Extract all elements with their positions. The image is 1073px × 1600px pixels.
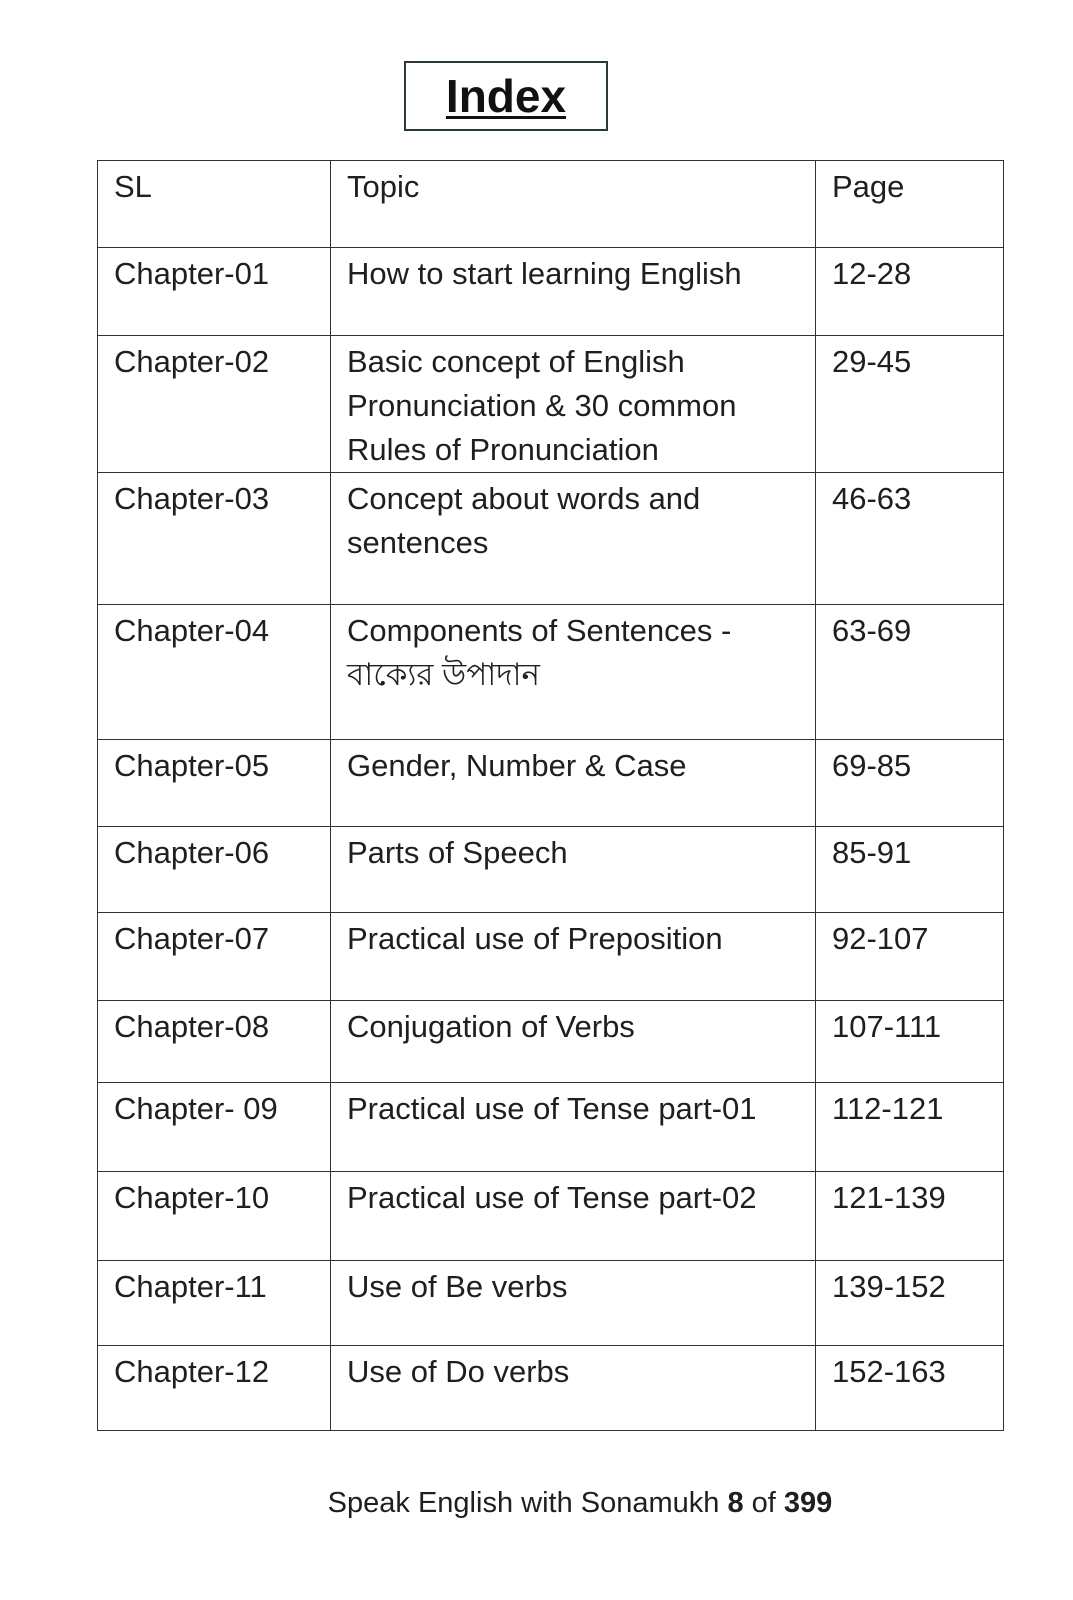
index-title: Index	[445, 70, 567, 122]
row-topic: Practical use of Tense part-02	[331, 1172, 816, 1261]
table-row	[98, 913, 1004, 1001]
row-page: 139-152	[816, 1261, 1004, 1346]
page-footer	[0, 1487, 1073, 1520]
row-page: 121-139	[816, 1172, 1004, 1261]
row-sl: Chapter-04	[98, 605, 331, 740]
row-sl: Chapter- 09	[98, 1083, 331, 1172]
row-sl: Chapter-10	[98, 1172, 331, 1261]
row-page: 12-28	[816, 248, 1004, 336]
row-sl: Chapter-05	[98, 740, 331, 827]
footer-of: of	[751, 1487, 776, 1519]
footer-book-title: Speak English with Sonamukh	[327, 1487, 720, 1519]
footer-current-page: 8	[727, 1487, 744, 1519]
header-topic: Topic	[331, 161, 816, 248]
row-sl: Chapter-02	[98, 336, 331, 473]
row-page: 69-85	[816, 740, 1004, 827]
row-topic: Practical use of Tense part-01	[331, 1083, 816, 1172]
table-row	[98, 740, 1004, 827]
row-page: 46-63	[816, 473, 1004, 605]
row-page: 92-107	[816, 913, 1004, 1001]
row-page: 152-163	[816, 1346, 1004, 1431]
table-row	[98, 473, 1004, 605]
row-page: 85-91	[816, 827, 1004, 913]
row-sl: Chapter-01	[98, 248, 331, 336]
table-row	[98, 336, 1004, 473]
header-page: Page	[816, 161, 1004, 248]
table-row	[98, 1261, 1004, 1346]
row-sl: Chapter-06	[98, 827, 331, 913]
row-topic: Use of Be verbs	[331, 1261, 816, 1346]
row-sl: Chapter-07	[98, 913, 331, 1001]
header-sl: SL	[98, 161, 331, 248]
table-row	[98, 605, 1004, 740]
table-row	[98, 827, 1004, 913]
row-topic: Conjugation of Verbs	[331, 1001, 816, 1083]
row-topic: Basic concept of English Pronunciation & 30 common Rules of Pronunciation	[331, 336, 816, 473]
row-topic: Parts of Speech	[331, 827, 816, 913]
table-header-row	[98, 161, 1004, 248]
row-topic: Use of Do verbs	[331, 1346, 816, 1431]
table-row	[98, 1172, 1004, 1261]
row-topic: How to start learning English	[331, 248, 816, 336]
row-topic: Components of Sentences - বাক্যের উপাদান	[331, 605, 816, 740]
table-row	[98, 1083, 1004, 1172]
footer-total-pages: 399	[783, 1487, 833, 1519]
row-sl: Chapter-08	[98, 1001, 331, 1083]
index-table	[97, 160, 1004, 1431]
row-page: 112-121	[816, 1083, 1004, 1172]
row-sl: Chapter-11	[98, 1261, 331, 1346]
table-row	[98, 248, 1004, 336]
row-topic: Concept about words and sentences	[331, 473, 816, 605]
row-page: 107-111	[816, 1001, 1004, 1083]
row-sl: Chapter-12	[98, 1346, 331, 1431]
table-row	[98, 1001, 1004, 1083]
row-page: 63-69	[816, 605, 1004, 740]
row-page: 29-45	[816, 336, 1004, 473]
row-sl: Chapter-03	[98, 473, 331, 605]
row-topic: Practical use of Preposition	[331, 913, 816, 1001]
table-row	[98, 1346, 1004, 1431]
row-topic: Gender, Number & Case	[331, 740, 816, 827]
index-title-box	[404, 61, 608, 131]
